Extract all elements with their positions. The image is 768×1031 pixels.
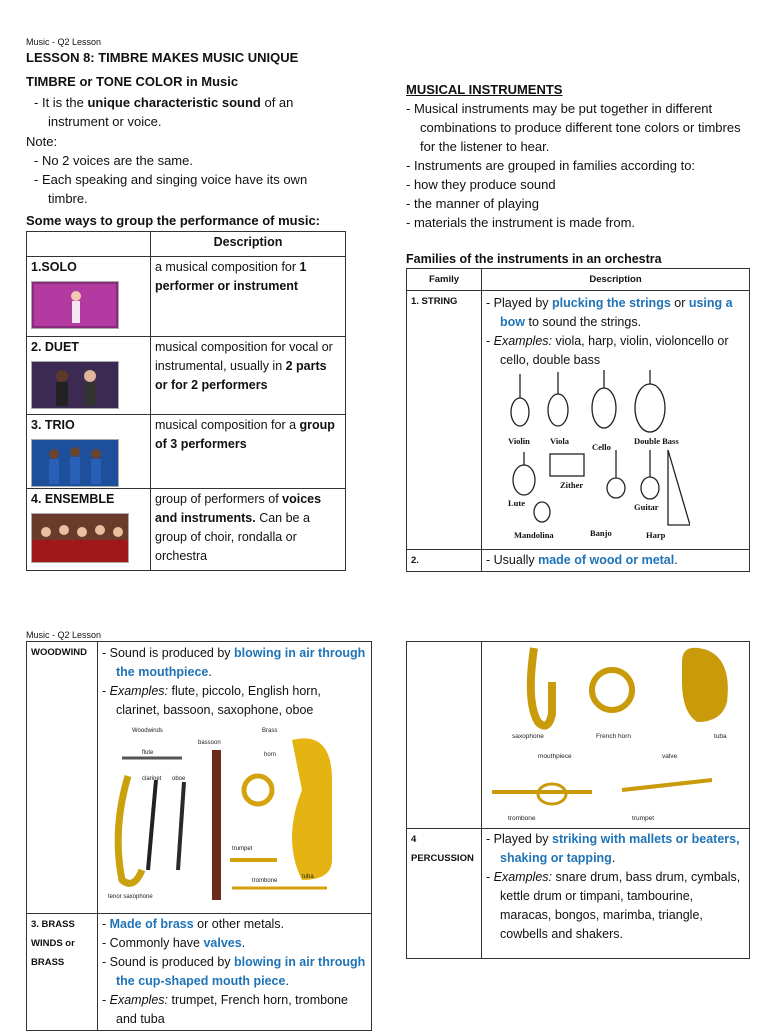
- instrument-sub-point: - the manner of playing: [406, 194, 751, 213]
- brass-label: trumpet: [632, 815, 655, 822]
- family-row2: 2.: [407, 550, 482, 572]
- families-table: [406, 268, 750, 572]
- fam-col-family: Family: [407, 269, 482, 291]
- string-label: Cello: [592, 442, 611, 452]
- brass-label: French horn: [596, 733, 632, 740]
- woodwind-illustration: [102, 720, 362, 906]
- page-header: Music - Q2 Lesson: [26, 630, 102, 640]
- brass-point: - Sound is produced by blowing in air through the cup-shaped mouth piece.: [102, 953, 367, 991]
- groups-table: [26, 231, 346, 571]
- group-desc: a musical composition for 1 performer or instrument: [151, 257, 346, 337]
- family-woodwind: WOODWIND: [27, 642, 98, 914]
- timbre-heading: TIMBRE or TONE COLOR in Music: [26, 74, 239, 89]
- group-name: 3. TRIO: [31, 418, 75, 432]
- woodwind-label: oboe: [172, 776, 186, 782]
- group-desc: musical composition for vocal or instrumental, usually in 2 parts or for 2 performers: [151, 337, 346, 415]
- family-string: 1. STRING: [407, 291, 482, 550]
- woodwind-label: flute: [142, 750, 154, 756]
- instrument-point: - Instruments are grouped in families according to:: [406, 156, 751, 175]
- note-item: - No 2 voices are the same.: [34, 151, 334, 170]
- timbre-definition: - It is the unique characteristic sound of an instrument or voice.: [34, 93, 334, 131]
- solo-photo: [31, 281, 119, 329]
- group-name: 4. ENSEMBLE: [31, 492, 115, 506]
- instrument-sub-point: - materials the instrument is made from.: [406, 213, 751, 232]
- brass-point: - Commonly have valves.: [102, 934, 367, 953]
- brass-label: trombone: [508, 815, 536, 822]
- string-label: Harp: [646, 530, 666, 540]
- string-label: Banjo: [590, 528, 612, 538]
- note-label: Note:: [26, 134, 58, 149]
- string-label: Violin: [508, 436, 530, 446]
- brass-illustration: [482, 642, 748, 822]
- duet-photo: [31, 361, 119, 409]
- string-label: Mandolina: [514, 530, 554, 540]
- woodwind-examples: - Examples: flute, piccolo, English horn, clarinet, bassoon, saxophone, oboe: [102, 682, 367, 720]
- notes-list: [34, 151, 334, 208]
- brass-label: saxophone: [512, 733, 544, 740]
- woodwind-label: Woodwinds: [132, 728, 163, 734]
- string-desc: - Played by plucking the strings or using a bow to sound the strings.: [486, 294, 745, 332]
- instrument-sub-point: - how they produce sound: [406, 175, 751, 194]
- family-brass: 3. BRASS WINDS or BRASS: [27, 914, 98, 1031]
- brass-label: mouthpiece: [538, 753, 572, 760]
- brass-examples: - Examples: trumpet, French horn, trombone and tuba: [102, 991, 367, 1029]
- woodwind-label: clarinet: [142, 776, 162, 782]
- groups-heading: Some ways to group the performance of music:: [26, 213, 320, 228]
- woodwind-desc: - Sound is produced by blowing in air through the mouthpiece.: [102, 644, 367, 682]
- groups-col-header: Description: [151, 232, 346, 257]
- string-label: Lute: [508, 498, 525, 508]
- percussion-examples: - Examples: snare drum, bass drum, cymbals, kettle drum or timpani, tambourine, maracas, bongos, marimba, triangle, cowbells and shakers.: [486, 868, 745, 944]
- trio-photo: [31, 439, 119, 487]
- woodwind-label: trumpet: [232, 846, 253, 852]
- string-label: Zither: [560, 480, 584, 490]
- woodwind-label: tuba: [302, 874, 314, 880]
- group-name: 2. DUET: [31, 340, 79, 354]
- string-label: Viola: [550, 436, 570, 446]
- woodwind-brass-table: [26, 641, 372, 1031]
- brass-label: tuba: [714, 733, 727, 740]
- woodwind-label: tenor saxophone: [108, 894, 153, 900]
- group-desc: musical composition for a group of 3 performers: [151, 415, 346, 489]
- instrument-point: - Musical instruments may be put together in different combinations to produce different tone colors or timbres for the listener to hear.: [406, 99, 751, 156]
- instrument-points: [406, 99, 751, 232]
- note-item: - Each speaking and singing voice have its own timbre.: [34, 170, 334, 208]
- ensemble-photo: [31, 513, 129, 563]
- string-instruments-illustration: [500, 370, 690, 542]
- woodwind-label: bassoon: [198, 740, 221, 746]
- string-label: Guitar: [634, 502, 659, 512]
- group-desc: group of performers of voices and instruments. Can be a group of choir, rondalla or orchestra: [151, 489, 346, 571]
- fam-col-description: Description: [482, 269, 750, 291]
- brass-label: valve: [662, 753, 678, 760]
- woodwind-label: trombone: [252, 878, 278, 884]
- row2-desc: - Usually made of wood or metal.: [486, 551, 745, 570]
- brass-point: - Made of brass or other metals.: [102, 915, 367, 934]
- string-examples: - Examples: viola, harp, violin, violoncello or cello, double bass: [486, 332, 745, 370]
- family-percussion: 4 PERCUSSION: [407, 829, 482, 959]
- lesson-title: LESSON 8: TIMBRE MAKES MUSIC UNIQUE: [26, 50, 299, 65]
- brass-percussion-table: [406, 641, 750, 959]
- families-heading: Families of the instruments in an orchestra: [406, 252, 662, 266]
- brass-image-cell: [407, 642, 482, 829]
- page-header: Music - Q2 Lesson: [26, 37, 102, 47]
- woodwind-label: horn: [264, 752, 277, 758]
- group-name: 1.SOLO: [31, 260, 77, 274]
- instruments-heading: MUSICAL INSTRUMENTS: [406, 82, 563, 97]
- percussion-desc: - Played by striking with mallets or beaters, shaking or tapping.: [486, 830, 745, 868]
- string-label: Double Bass: [634, 436, 679, 446]
- woodwind-label: Brass: [262, 728, 278, 734]
